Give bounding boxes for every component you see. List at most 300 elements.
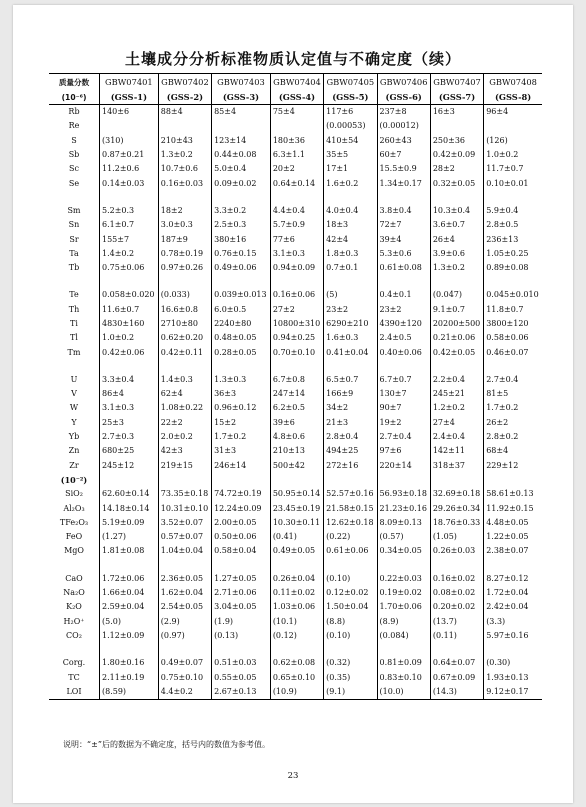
table-row xyxy=(49,204,542,218)
value-cell: 0.89±0.08 xyxy=(484,261,542,275)
value-cell xyxy=(158,473,211,487)
spacer-cell xyxy=(158,191,211,204)
unit-label: (10⁻²) xyxy=(60,474,88,485)
value-cell: 21±3 xyxy=(324,416,377,430)
value-cell: 0.49±0.07 xyxy=(158,656,211,670)
value-cell: (0.084) xyxy=(377,629,430,643)
value-cell: (3.3) xyxy=(484,615,542,629)
value-cell: 0.46±0.07 xyxy=(484,345,542,359)
value-cell: 1.66±0.04 xyxy=(100,586,159,600)
element-label: Zn xyxy=(68,446,80,456)
value-cell: (8.9) xyxy=(377,615,430,629)
spacer-cell xyxy=(100,360,159,373)
table-row xyxy=(49,232,542,246)
value-cell: 0.09±0.02 xyxy=(212,176,271,190)
value-cell: 0.57±0.07 xyxy=(158,530,211,544)
value-cell: (0.30) xyxy=(484,656,542,670)
element-label: Rb xyxy=(68,107,80,117)
spacer-cell xyxy=(324,360,377,373)
value-cell: (0.41) xyxy=(270,530,323,544)
value-cell: 0.78±0.19 xyxy=(158,247,211,261)
value-cell: 6.5±0.7 xyxy=(324,373,377,387)
spacer-cell xyxy=(484,191,542,204)
value-cell: 10.31±0.10 xyxy=(158,501,211,515)
value-cell: 0.58±0.04 xyxy=(212,544,271,558)
value-cell: 210±13 xyxy=(270,444,323,458)
value-cell: (0.32) xyxy=(324,656,377,670)
value-cell: 1.2±0.2 xyxy=(430,401,483,415)
element-label: Y xyxy=(71,417,77,427)
value-cell: 62.60±0.14 xyxy=(100,487,159,501)
element-label: Tm xyxy=(67,347,81,357)
value-cell: 117±6 xyxy=(324,105,377,120)
value-cell: 3.52±0.07 xyxy=(158,516,211,530)
value-cell: 680±25 xyxy=(100,444,159,458)
value-cell: 42±4 xyxy=(324,232,377,246)
value-cell: 5.7±0.9 xyxy=(270,218,323,232)
value-cell: 0.61±0.08 xyxy=(377,261,430,275)
value-cell: 1.3±0.2 xyxy=(158,148,211,162)
value-cell: 8.09±0.13 xyxy=(377,516,430,530)
value-cell: 2.8±0.2 xyxy=(484,430,542,444)
value-cell: 74.72±0.19 xyxy=(212,487,271,501)
value-cell: 9.1±0.7 xyxy=(430,303,483,317)
table-row xyxy=(49,373,542,387)
value-cell: 3.04±0.05 xyxy=(212,600,271,614)
value-cell: 0.67±0.09 xyxy=(430,670,483,684)
value-cell: 1.80±0.16 xyxy=(100,656,159,670)
value-cell: 1.3±0.3 xyxy=(212,373,271,387)
value-cell: (0.57) xyxy=(377,530,430,544)
spacer-cell xyxy=(484,643,542,656)
spacer-cell xyxy=(324,191,377,204)
value-cell: 0.42±0.06 xyxy=(100,345,159,359)
value-cell: (0.35) xyxy=(324,670,377,684)
column-header-id: GBW07405 xyxy=(324,74,377,92)
value-cell: 21.58±0.15 xyxy=(324,501,377,515)
value-cell: (5) xyxy=(324,288,377,302)
table-row xyxy=(49,345,542,359)
element-label: FeO xyxy=(65,532,83,542)
value-cell: (0.13) xyxy=(212,629,271,643)
value-cell: 4.48±0.05 xyxy=(484,516,542,530)
value-cell: 123±14 xyxy=(212,134,271,148)
spacer-cell xyxy=(49,360,100,373)
value-cell: (10.9) xyxy=(270,685,323,700)
column-header-sample: (GSS-2) xyxy=(158,91,211,105)
value-cell: 2.8±0.5 xyxy=(484,218,542,232)
element-label: Sr xyxy=(69,234,79,244)
value-cell: (0.00053) xyxy=(324,119,377,133)
element-label: Sc xyxy=(69,164,79,174)
column-header-id: GBW07407 xyxy=(430,74,483,92)
value-cell: 6.2±0.5 xyxy=(270,401,323,415)
value-cell: 2.11±0.19 xyxy=(100,670,159,684)
value-cell: 0.94±0.09 xyxy=(270,261,323,275)
table-body xyxy=(49,105,542,700)
value-cell: 35±5 xyxy=(324,148,377,162)
value-cell: 155±7 xyxy=(100,232,159,246)
value-cell: (1.27) xyxy=(100,530,159,544)
value-cell: 2.00±0.05 xyxy=(212,516,271,530)
value-cell: 39±6 xyxy=(270,416,323,430)
value-cell: 1.7±0.2 xyxy=(212,430,271,444)
value-cell: 11.7±0.7 xyxy=(484,162,542,176)
element-label: Sm xyxy=(67,205,81,215)
value-cell: 90±7 xyxy=(377,401,430,415)
value-cell: 2.67±0.13 xyxy=(212,685,271,700)
value-cell: 5.0±0.4 xyxy=(212,162,271,176)
value-cell: (0.12) xyxy=(270,629,323,643)
value-cell: 2.8±0.4 xyxy=(324,430,377,444)
value-cell: 14.18±0.14 xyxy=(100,501,159,515)
quantity-label: 质量分数 xyxy=(49,74,100,92)
value-cell: 81±5 xyxy=(484,387,542,401)
value-cell xyxy=(212,119,271,133)
value-cell: 2.4±0.4 xyxy=(430,430,483,444)
value-cell: 3.1±0.3 xyxy=(270,247,323,261)
spacer-cell xyxy=(212,559,271,572)
value-cell: 1.93±0.13 xyxy=(484,670,542,684)
value-cell: 187±9 xyxy=(158,232,211,246)
value-cell: 26±4 xyxy=(430,232,483,246)
value-cell: 3.3±0.2 xyxy=(212,204,271,218)
value-cell: 2.42±0.04 xyxy=(484,600,542,614)
element-label: Na₂O xyxy=(63,588,85,598)
table-row xyxy=(49,586,542,600)
spacer-cell xyxy=(270,643,323,656)
value-cell: 0.10±0.01 xyxy=(484,176,542,190)
value-cell: 0.55±0.05 xyxy=(212,670,271,684)
value-cell: 3.3±0.4 xyxy=(100,373,159,387)
value-cell: 2.38±0.07 xyxy=(484,544,542,558)
value-cell: (0.97) xyxy=(158,629,211,643)
value-cell: 18±2 xyxy=(158,204,211,218)
spacer-cell xyxy=(430,559,483,572)
spacer-cell xyxy=(377,643,430,656)
table-row xyxy=(49,162,542,176)
value-cell: (1.05) xyxy=(430,530,483,544)
table-row xyxy=(49,685,542,700)
value-cell: 260±43 xyxy=(377,134,430,148)
table-row xyxy=(49,134,542,148)
value-cell: 1.50±0.04 xyxy=(324,600,377,614)
spacer-row xyxy=(49,559,542,572)
spacer-cell xyxy=(324,643,377,656)
table-row xyxy=(49,572,542,586)
value-cell: 0.65±0.10 xyxy=(270,670,323,684)
value-cell: 6.7±0.7 xyxy=(377,373,430,387)
value-cell: 0.32±0.05 xyxy=(430,176,483,190)
value-cell: 3.0±0.3 xyxy=(158,218,211,232)
table-row xyxy=(49,119,542,133)
table-row xyxy=(49,629,542,643)
table-row xyxy=(49,218,542,232)
spacer-cell xyxy=(377,191,430,204)
value-cell: 5.3±0.6 xyxy=(377,247,430,261)
value-cell: 18.76±0.33 xyxy=(430,516,483,530)
value-cell: 1.03±0.06 xyxy=(270,600,323,614)
value-cell: (126) xyxy=(484,134,542,148)
value-cell: 10.7±0.6 xyxy=(158,162,211,176)
value-cell: 0.42±0.09 xyxy=(430,148,483,162)
value-cell: 0.83±0.10 xyxy=(377,670,430,684)
value-cell: 3.1±0.3 xyxy=(100,401,159,415)
table-row xyxy=(49,501,542,515)
column-header-sample: (GSS-7) xyxy=(430,91,483,105)
spacer-cell xyxy=(324,559,377,572)
column-header-sample: (GSS-3) xyxy=(212,91,271,105)
value-cell: 0.058±0.020 xyxy=(100,288,159,302)
value-cell: 5.2±0.3 xyxy=(100,204,159,218)
value-cell: 0.96±0.12 xyxy=(212,401,271,415)
element-label: Zr xyxy=(69,460,79,470)
value-cell: 1.0±0.2 xyxy=(484,148,542,162)
value-cell: 11.92±0.15 xyxy=(484,501,542,515)
value-cell: 0.94±0.25 xyxy=(270,331,323,345)
value-cell: 0.16±0.02 xyxy=(430,572,483,586)
element-label: Yb xyxy=(68,432,80,442)
element-label: U xyxy=(70,374,78,384)
spacer-cell xyxy=(100,559,159,572)
value-cell: 220±14 xyxy=(377,459,430,473)
value-cell: 0.75±0.06 xyxy=(100,261,159,275)
value-cell xyxy=(100,473,159,487)
value-cell: 3800±120 xyxy=(484,317,542,331)
value-cell: 17±1 xyxy=(324,162,377,176)
value-cell: 1.08±0.22 xyxy=(158,401,211,415)
value-cell: 166±9 xyxy=(324,387,377,401)
element-label: Re xyxy=(68,121,80,131)
value-cell: 1.8±0.3 xyxy=(324,247,377,261)
value-cell: (0.047) xyxy=(430,288,483,302)
value-cell: 0.26±0.04 xyxy=(270,572,323,586)
value-cell: 52.57±0.16 xyxy=(324,487,377,501)
spacer-cell xyxy=(324,275,377,288)
spacer-cell xyxy=(100,643,159,656)
spacer-cell xyxy=(270,191,323,204)
spacer-cell xyxy=(100,275,159,288)
value-cell: 2.7±0.4 xyxy=(377,430,430,444)
value-cell: 0.51±0.03 xyxy=(212,656,271,670)
value-cell: 68±4 xyxy=(484,444,542,458)
spacer-cell xyxy=(484,559,542,572)
spacer-row xyxy=(49,360,542,373)
table-row xyxy=(49,247,542,261)
reference-values-table xyxy=(49,73,542,700)
element-label: Th xyxy=(68,304,80,314)
table-row xyxy=(49,401,542,415)
value-cell: 4.8±0.6 xyxy=(270,430,323,444)
spacer-row xyxy=(49,643,542,656)
value-cell: 0.58±0.06 xyxy=(484,331,542,345)
value-cell: 73.35±0.18 xyxy=(158,487,211,501)
value-cell: 380±16 xyxy=(212,232,271,246)
column-header-id: GBW07401 xyxy=(100,74,159,92)
value-cell: 77±6 xyxy=(270,232,323,246)
element-label: Ta xyxy=(69,248,79,258)
value-cell: 1.05±0.25 xyxy=(484,247,542,261)
value-cell: 1.70±0.06 xyxy=(377,600,430,614)
value-cell: 0.039±0.013 xyxy=(212,288,271,302)
value-cell: 2710±80 xyxy=(158,317,211,331)
table-row xyxy=(49,600,542,614)
value-cell: 1.7±0.2 xyxy=(484,401,542,415)
value-cell: 27±4 xyxy=(430,416,483,430)
value-cell: 4.4±0.2 xyxy=(158,685,211,700)
page-number: 23 xyxy=(287,771,299,781)
value-cell: 0.20±0.02 xyxy=(430,600,483,614)
spacer-cell xyxy=(158,643,211,656)
value-cell: 5.9±0.4 xyxy=(484,204,542,218)
column-header-id: GBW07403 xyxy=(212,74,271,92)
value-cell: 0.81±0.09 xyxy=(377,656,430,670)
value-cell: 245±12 xyxy=(100,459,159,473)
value-cell: 0.41±0.04 xyxy=(324,345,377,359)
table-row xyxy=(49,387,542,401)
spacer-cell xyxy=(158,275,211,288)
page-title: 土壤成分分析标准物质认定值与不确定度（续） xyxy=(124,50,461,68)
value-cell: 6.1±0.7 xyxy=(100,218,159,232)
element-label: LOI xyxy=(49,685,100,700)
value-cell: 0.28±0.05 xyxy=(212,345,271,359)
quantity-unit: (10⁻⁶) xyxy=(49,91,100,105)
value-cell xyxy=(158,119,211,133)
element-label: Sn xyxy=(68,220,80,230)
value-cell: 237±8 xyxy=(377,105,430,120)
value-cell: 2.5±0.3 xyxy=(212,218,271,232)
value-cell: 0.76±0.15 xyxy=(212,247,271,261)
table-row xyxy=(49,331,542,345)
value-cell: 11.8±0.7 xyxy=(484,303,542,317)
value-cell: 27±2 xyxy=(270,303,323,317)
spacer-cell xyxy=(158,360,211,373)
value-cell: 494±25 xyxy=(324,444,377,458)
value-cell: 96±4 xyxy=(484,105,542,120)
value-cell: (10.0) xyxy=(377,685,430,700)
value-cell: 31±3 xyxy=(212,444,271,458)
value-cell: 15±2 xyxy=(212,416,271,430)
value-cell: 1.0±0.2 xyxy=(100,331,159,345)
value-cell: 72±7 xyxy=(377,218,430,232)
value-cell: 11.2±0.6 xyxy=(100,162,159,176)
value-cell: 318±37 xyxy=(430,459,483,473)
value-cell: 50.95±0.14 xyxy=(270,487,323,501)
table-row xyxy=(49,430,542,444)
column-header-sample: (GSS-8) xyxy=(484,91,542,105)
value-cell: 25±3 xyxy=(100,416,159,430)
spacer-cell xyxy=(430,275,483,288)
value-cell xyxy=(270,119,323,133)
value-cell: 4.4±0.4 xyxy=(270,204,323,218)
value-cell: 2.4±0.5 xyxy=(377,331,430,345)
value-cell: 36±3 xyxy=(212,387,271,401)
column-header-sample: (GSS-6) xyxy=(377,91,430,105)
element-label: Se xyxy=(68,178,80,188)
spacer-cell xyxy=(212,360,271,373)
value-cell: 16±3 xyxy=(430,105,483,120)
value-cell: 1.72±0.06 xyxy=(100,572,159,586)
value-cell: 60±7 xyxy=(377,148,430,162)
value-cell: 32.69±0.18 xyxy=(430,487,483,501)
table-row xyxy=(49,288,542,302)
value-cell: 10800±310 xyxy=(270,317,323,331)
value-cell: 0.14±0.03 xyxy=(100,176,159,190)
spacer-cell xyxy=(270,559,323,572)
column-header-id: GBW07402 xyxy=(158,74,211,92)
spacer-cell xyxy=(212,275,271,288)
value-cell: 0.64±0.14 xyxy=(270,176,323,190)
element-label: Al₂O₃ xyxy=(63,503,85,513)
element-label: TFe₂O₃ xyxy=(59,517,89,527)
spacer-cell xyxy=(212,643,271,656)
value-cell: 26±2 xyxy=(484,416,542,430)
spacer-cell xyxy=(49,275,100,288)
value-cell: (2.9) xyxy=(158,615,211,629)
value-cell: 11.6±0.7 xyxy=(100,303,159,317)
value-cell: 1.72±0.04 xyxy=(484,586,542,600)
value-cell: 0.11±0.02 xyxy=(270,586,323,600)
value-cell: 0.44±0.08 xyxy=(212,148,271,162)
value-cell: 142±11 xyxy=(430,444,483,458)
value-cell: 10.30±0.11 xyxy=(270,516,323,530)
value-cell xyxy=(100,119,159,133)
element-label: Tl xyxy=(70,333,78,343)
table-row xyxy=(49,176,542,190)
value-cell xyxy=(484,473,542,487)
column-header-id: GBW07408 xyxy=(484,74,542,92)
value-cell: 0.48±0.05 xyxy=(212,331,271,345)
value-cell xyxy=(430,473,483,487)
value-cell xyxy=(324,473,377,487)
value-cell: 5.19±0.09 xyxy=(100,516,159,530)
value-cell: 9.12±0.17 xyxy=(484,685,542,700)
value-cell: 2.7±0.4 xyxy=(484,373,542,387)
value-cell: 0.49±0.05 xyxy=(270,544,323,558)
value-cell: 18±3 xyxy=(324,218,377,232)
value-cell: 1.62±0.04 xyxy=(158,586,211,600)
column-header-sample: (GSS-4) xyxy=(270,91,323,105)
table-row xyxy=(49,544,542,558)
element-label: SiO₂ xyxy=(65,489,83,499)
spacer-cell xyxy=(430,643,483,656)
value-cell: 236±13 xyxy=(484,232,542,246)
value-cell: 28±2 xyxy=(430,162,483,176)
table-row xyxy=(49,459,542,473)
element-label: W xyxy=(69,403,79,413)
value-cell: (0.00012) xyxy=(377,119,430,133)
spacer-cell xyxy=(270,360,323,373)
spacer-cell xyxy=(158,559,211,572)
value-cell xyxy=(377,473,430,487)
spacer-cell xyxy=(49,643,100,656)
value-cell: 1.22±0.05 xyxy=(484,530,542,544)
value-cell: 0.87±0.21 xyxy=(100,148,159,162)
value-cell: 410±54 xyxy=(324,134,377,148)
table-row xyxy=(49,656,542,670)
value-cell: 6.3±1.1 xyxy=(270,148,323,162)
value-cell: 1.6±0.2 xyxy=(324,176,377,190)
element-label: CO₂ xyxy=(66,630,82,640)
value-cell: 21.23±0.16 xyxy=(377,501,430,515)
value-cell: 0.70±0.10 xyxy=(270,345,323,359)
element-label: H₂O⁺ xyxy=(63,616,85,626)
value-cell: 4.0±0.4 xyxy=(324,204,377,218)
element-label: CaO xyxy=(65,573,83,583)
table-row xyxy=(49,615,542,629)
spacer-cell xyxy=(377,275,430,288)
element-label: Corg. xyxy=(62,658,86,668)
